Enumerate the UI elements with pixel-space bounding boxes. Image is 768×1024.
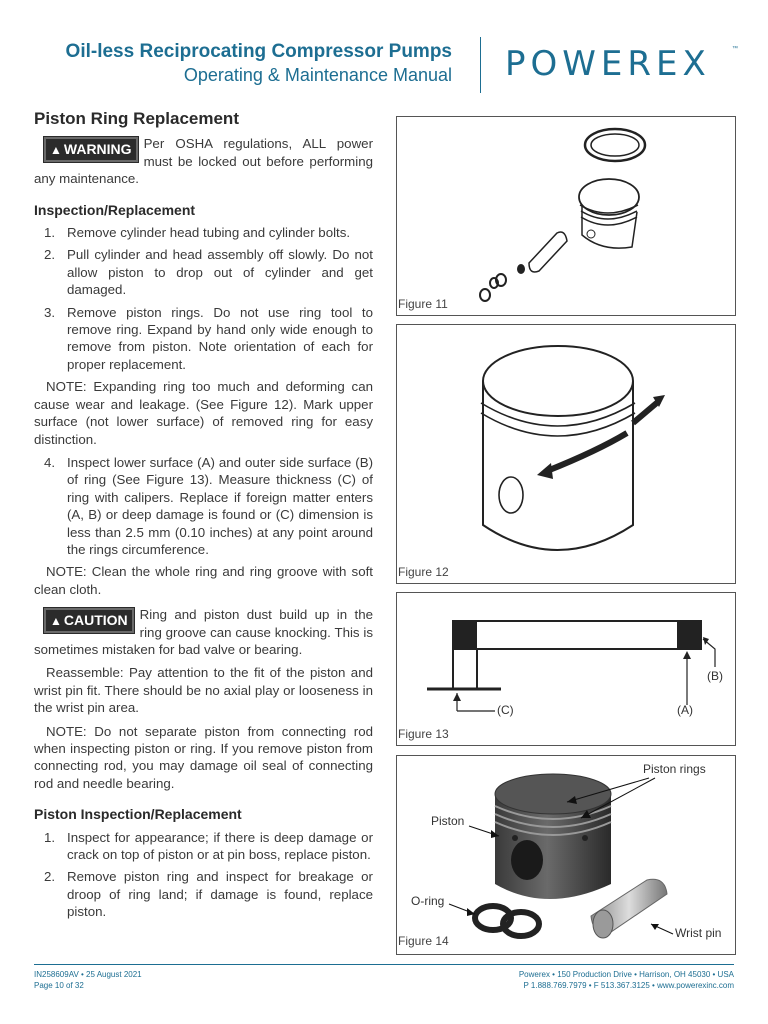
list-item: [34, 868, 373, 920]
inspection-steps: [34, 224, 373, 373]
caution-triangle-icon: ▲: [50, 614, 62, 629]
callout-piston-rings: Piston rings: [643, 762, 706, 776]
note-paragraph: NOTE: Clean the whole ring and ring groove with soft clean cloth.: [34, 564, 373, 597]
figure-14-label: Figure 14: [398, 934, 449, 948]
manual-subtitle: Operating & Maintenance Manual: [183, 65, 452, 85]
step-text: Pull cylinder and head assembly off slowly. Do not allow piston to drop out of cylinder and get damaged.: [67, 247, 373, 298]
caution-badge: [44, 608, 134, 633]
logo-trademark: ™: [732, 46, 738, 52]
label-a: (A): [677, 703, 693, 717]
company-contact: P 1.888.769.7979 • F 513.367.3125 • www.powerexinc.com: [523, 981, 734, 990]
warning-label: WARNING: [63, 141, 132, 158]
step-number: 2.: [44, 869, 56, 885]
page-number: Page 10 of 32: [34, 981, 84, 990]
powerex-logo: POWEREX: [505, 44, 711, 84]
step-text: Remove cylinder head tubing and cylinder bolts.: [67, 225, 351, 241]
footer-divider: [34, 964, 734, 965]
section-title: Piston Ring Replacement: [34, 109, 239, 128]
figure-13-label: Figure 13: [398, 727, 449, 741]
note-paragraph: NOTE: Do not separate piston from connecting rod when inspecting piston or ring. If you remove piston from connecting rod, you may damage oil seal of connecting rod and needle bearing.: [34, 723, 373, 791]
list-item: [34, 246, 373, 298]
piston-exploded-drawing: [397, 117, 735, 315]
figure-14: [396, 755, 736, 955]
figure-13: [396, 592, 736, 746]
step-number: 3.: [44, 304, 56, 320]
ring-cross-section-drawing: [397, 593, 735, 745]
manual-title: Oil-less Reciprocating Compressor Pumps: [65, 41, 452, 62]
figure-11-label: Figure 11: [398, 297, 448, 311]
list-item: [34, 829, 373, 864]
piston-parts-photo: [397, 756, 735, 954]
list-item: [34, 224, 373, 241]
inspection-heading: Inspection/Replacement: [34, 201, 196, 218]
callout-o-ring: O-ring: [411, 894, 445, 908]
text-column: [34, 110, 373, 926]
caution-label: CAUTION: [63, 612, 128, 629]
inspection-step-4: [34, 454, 373, 558]
figure-11: [396, 116, 736, 316]
warning-triangle-icon: ▲: [50, 143, 62, 158]
piston-steps: [34, 829, 373, 921]
company-address: Powerex • 150 Production Drive • Harrison, OH 45030 • USA: [518, 970, 734, 979]
piston-heading: Piston Inspection/Replacement: [34, 806, 242, 823]
list-item: [34, 304, 373, 374]
label-c: (C): [497, 703, 514, 717]
figure-12-label: Figure 12: [398, 565, 449, 579]
reassemble-paragraph: Reassemble: Pay attention to the fit of the piston and wrist pin fit. There should be no axial play or looseness in the wrist pin area.: [34, 665, 373, 716]
callout-piston: Piston: [431, 814, 465, 828]
step-text: Remove piston ring and inspect for breakage or droop of ring land; if damage is found, replace piston.: [67, 869, 373, 920]
step-number: 1.: [44, 829, 56, 845]
caution-paragraph: [34, 606, 373, 658]
figure-12: [396, 324, 736, 584]
label-b: (B): [707, 669, 723, 683]
note-paragraph: NOTE: Expanding ring too much and deforming can cause wear and leakage. (See Figure 12). Mark upper surface (not lower surface) of removed ring for easy distinction.: [34, 379, 373, 447]
document-id: IN258609AV • 25 August 2021: [34, 970, 142, 979]
warning-text: Per OSHA regulations, ALL power must be locked out before performing any maintenance.: [34, 136, 373, 187]
step-number: 1.: [44, 225, 56, 241]
step-text: Inspect for appearance; if there is deep damage or crack on top of piston or at pin boss, replace piston.: [67, 829, 373, 863]
page-header: [0, 0, 768, 100]
step-number: 4.: [44, 454, 56, 470]
footer-right: [519, 969, 734, 991]
header-divider: [480, 37, 481, 93]
ring-deformation-drawing: [397, 325, 735, 583]
caution-text: Ring and piston dust build up in the ring groove can cause knocking. This is sometimes mistaken for bad valve or bearing.: [34, 607, 373, 657]
callout-wrist-pin: Wrist pin: [675, 926, 722, 940]
step-number: 2.: [44, 247, 56, 263]
footer-left: [34, 969, 142, 991]
warning-paragraph: [34, 135, 373, 187]
list-item: [34, 454, 373, 558]
warning-badge: [44, 137, 138, 162]
step-text: Remove piston rings. Do not use ring tool to remove ring. Expand by hand only wide enough to remove from piston. Note orientation of each for proper replacement.: [67, 304, 373, 372]
step-text: Inspect lower surface (A) and outer side surface (B) of ring (See Figure 13). Measure thickness (C) of ring with calipers. Replace if foreign matter enters (A, B) or deep damage is found or (C) dimension is less than 2.5 mm (0.10 inches) at any point around the rings circumference.: [67, 454, 373, 557]
